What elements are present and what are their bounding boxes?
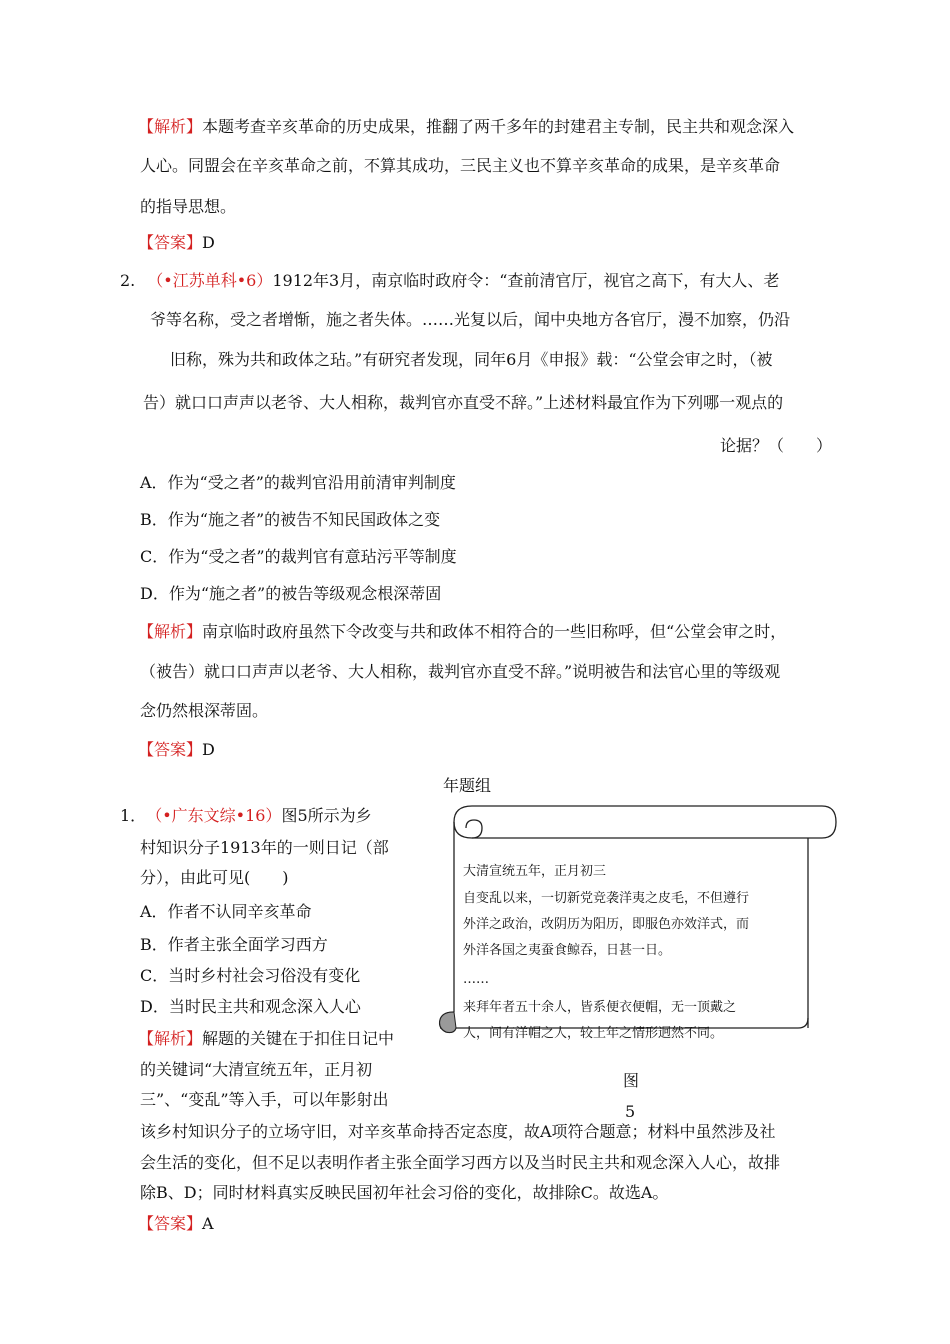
question-2-line: 告）就口口声声以老爷、大人相称，裁判官亦直受不辞。”上述材料最宜作为下列哪一观点的: [143, 393, 784, 412]
analysis-line: （被告）就口口声声以老爷、大人相称，裁判官亦直受不辞。”说明被告和法官心里的等级观: [140, 662, 781, 681]
analysis-line: 该乡村知识分子的立场守旧，对辛亥革命持否定态度，故A项符合题意；材料中虽然涉及社: [140, 1122, 776, 1141]
diary-line: ……: [463, 972, 489, 987]
analysis-line: 除B、D；同时材料真实反映民国初年社会习俗的变化，故排除C。故选A。: [140, 1183, 669, 1202]
question-2-line: 论据？（ ）: [720, 436, 833, 455]
answer-tag: 【答案】: [138, 1214, 203, 1233]
answer-tag: 【答案】: [138, 740, 203, 759]
question-1-line: 村知识分子1913年的一则日记（部: [140, 838, 389, 857]
answer-tag: 【答案】: [138, 233, 203, 252]
diary-line: 外洋之政治，改阴历为阳历，即服色亦效洋式，而: [463, 917, 750, 932]
answer-line: [138, 231, 215, 255]
analysis-line: 的关键词“大清宣统五年，正月初: [140, 1060, 373, 1079]
question-source: （•广东文综•16）: [154, 806, 282, 825]
option-d: D．当时民主共和观念深入人心: [140, 997, 361, 1016]
figure-caption: 图: [623, 1071, 640, 1090]
option-c: C．当时乡村社会习俗没有变化: [140, 966, 361, 985]
analysis-line: 【解析】解题的关键在于扣住日记中: [138, 1029, 395, 1048]
analysis-line: 念仍然根深蒂固。: [140, 701, 269, 720]
question-1-line: 分），由此可见( ): [140, 868, 289, 887]
question-2-line: 爷等名称，受之者增惭，施之者失体。……光复以后，闻中央地方各官厅，漫不加察，仍沿: [150, 310, 791, 329]
analysis-line: 会生活的变化，但不足以表明作者主张全面学习西方以及当时民主共和观念深入人心，故排: [140, 1153, 781, 1172]
question-2-line: 2. （•江苏单科•6）1912年3月，南京临时政府令：“查前清官厅，视官之高下，有大人、老: [120, 271, 780, 290]
diary-line: 大清宣统五年，正月初三: [463, 864, 607, 879]
analysis-tag: 【解析】: [138, 1029, 203, 1048]
analysis-line: 人心。同盟会在辛亥革命之前，不算其成功，三民主义也不算辛亥革命的成果，是辛亥革命: [140, 156, 781, 175]
option-c: C．作为“受之者”的裁判官有意玷污平等制度: [140, 547, 457, 566]
option-d: D．作为“施之者”的被告等级观念根深蒂固: [140, 584, 442, 603]
diary-line: 人，间有洋帽之人，较上年之情形迥然不同。: [463, 1026, 724, 1041]
diary-line: 来拜年者五十余人，皆系便衣便帽，无一顶戴之: [463, 1000, 737, 1015]
analysis-line: 【解析】南京临时政府虽然下令改变与共和政体不相符合的一些旧称呼，但“公堂会审之时，: [138, 622, 787, 641]
group-title: 年题组: [443, 776, 492, 795]
option-b: B．作者主张全面学习西方: [140, 935, 328, 954]
option-a: A．作为“受之者”的裁判官沿用前清审判制度: [140, 473, 456, 492]
option-a: A．作者不认同辛亥革命: [140, 902, 312, 921]
answer-value: D: [202, 740, 215, 759]
diary-line: 自变乱以来，一切新党竞袭洋夷之皮毛，不但遵行: [463, 891, 750, 906]
question-source: （•江苏单科•6）: [147, 271, 273, 290]
question-2-line: 旧称，殊为共和政体之玷。”有研究者发现，同年6月《申报》载：“公堂会审之时，（被: [170, 350, 773, 369]
answer-line: [138, 1212, 214, 1236]
analysis-tag: 【解析】: [138, 622, 203, 641]
answer-value: D: [202, 233, 215, 252]
answer-value: A: [202, 1214, 214, 1233]
diary-line: 外洋各国之夷蚕食鲸吞，日甚一日。: [463, 943, 672, 958]
question-number: 2.: [120, 271, 136, 290]
question-number: 1．: [120, 806, 147, 825]
answer-line: [138, 738, 215, 762]
figure-number: 5: [625, 1102, 636, 1121]
option-b: B．作为“施之者”的被告不知民国政体之变: [140, 510, 441, 529]
analysis-line: 【解析】本题考查辛亥革命的历史成果，推翻了两千多年的封建君主专制，民主共和观念深入: [138, 117, 795, 136]
question-1-line: 1． （•广东文综•16）图5所示为乡: [120, 806, 372, 825]
analysis-line: 三”、“变乱”等入手，可以年影射出: [140, 1090, 389, 1109]
analysis-tag: 【解析】: [138, 117, 203, 136]
analysis-line: 的指导思想。: [140, 197, 237, 216]
